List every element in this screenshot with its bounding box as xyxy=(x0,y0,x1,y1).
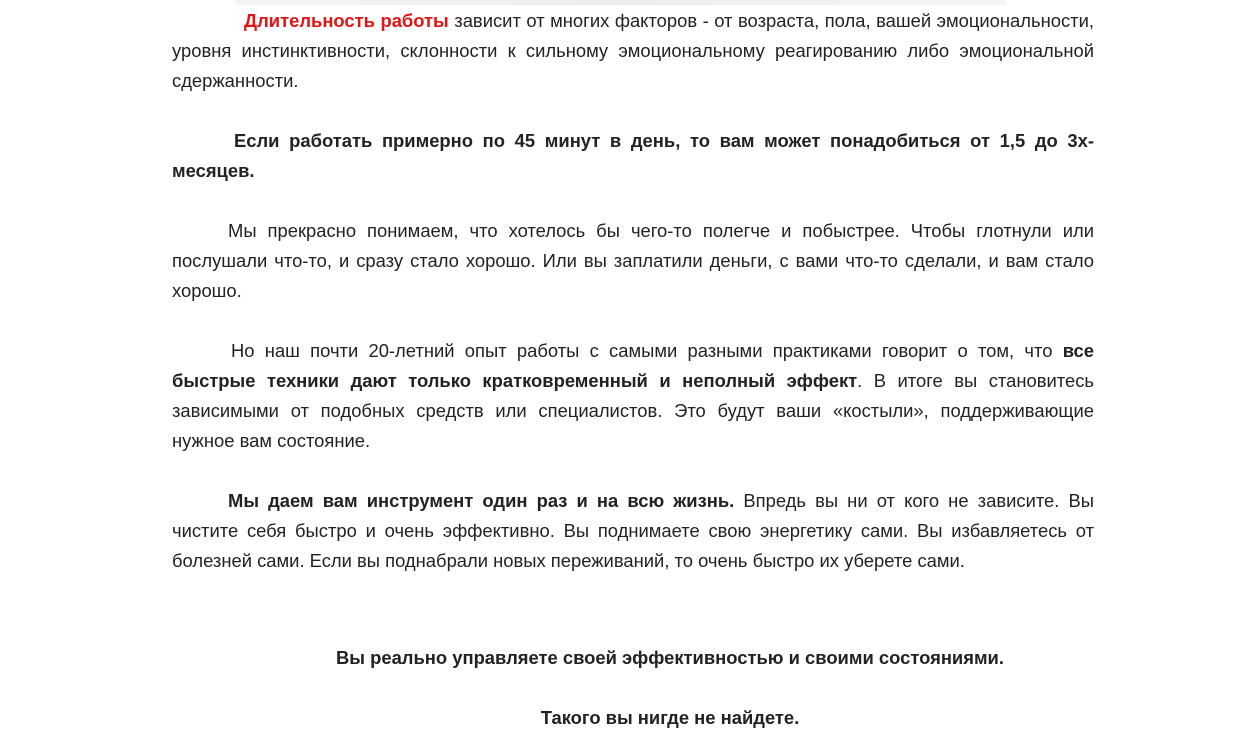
duration-text: зависит от многих факторов - от возраста, пола, вашей эмоциональности, уровня инстинктивности, склонности к сильному эмоциональному реагированию либо эмоциональной сдержанности. xyxy=(172,10,1094,91)
article-body xyxy=(172,6,1094,576)
paragraph-duration xyxy=(172,6,1094,96)
paragraph-spacer xyxy=(172,306,1094,336)
paragraph-instrument xyxy=(172,486,1094,576)
experience-emphasis: все быстрые техники дают только кратковременный и неполный эффект xyxy=(172,340,1094,391)
closing-statement-control: Вы реально управляете своей эффективностью и своими состояниями. xyxy=(336,647,1004,668)
duration-heading: Длительность работы xyxy=(244,10,449,31)
paragraph-time-estimate: Если работать примерно по 45 минут в день, то вам может понадобиться от 1,5 до 3х-месяцев. xyxy=(172,130,1094,181)
closing-statement-unique: Такого вы нигде не найдете. xyxy=(540,707,800,728)
instrument-text: Впредь вы ни от кого не зависите. Вы чистите себя быстро и очень эффективно. Вы поднимаете свою энергетику сами. Вы избавляетесь от болезней сами. Если вы поднабрали новых переживаний, то очень быстро их уберете сами. xyxy=(172,490,1094,571)
experience-text-end: . В итоге вы становитесь зависимыми от подобных средств или специалистов. Это будут ваши «костыли», поддерживающие нужное вам состояние. xyxy=(172,370,1094,451)
paragraph-experience xyxy=(172,336,1094,456)
paragraph-spacer xyxy=(172,456,1094,486)
paragraph-quick-fix: Мы прекрасно понимаем, что хотелось бы чего-то полегче и побыстрее. Чтобы глотнули или послушали что-то, и сразу стало хорошо. Или вы заплатили деньги, с вами что-то сделали, и вам стало хорошо. xyxy=(172,220,1094,301)
instrument-emphasis: Мы даем вам инструмент один раз и на всю жизнь. xyxy=(228,490,735,511)
paragraph-spacer xyxy=(172,96,1094,126)
experience-text-start: Но наш почти 20-летний опыт работы с самыми разными практиками говорит о том, что xyxy=(231,340,1063,361)
paragraph-spacer xyxy=(172,186,1094,216)
top-divider-strip xyxy=(236,0,1006,5)
